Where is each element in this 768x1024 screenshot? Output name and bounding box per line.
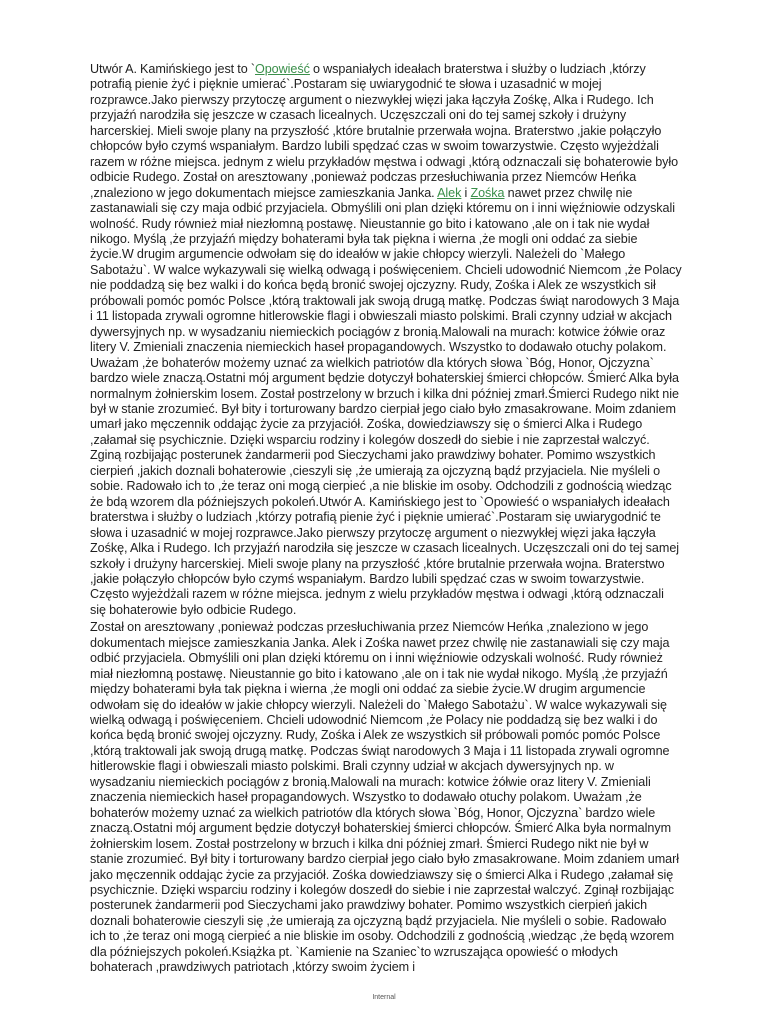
paragraph-2: Został on aresztowany ,ponieważ podczas przesłuchiwania przez Niemców Heńka ,znaleziono w jego dokumentach miejsce zamieszkania Janka. Alek i Zośka nawet przez chwilę nie zastanawiali się czy maja odbić przyjaciela. Obmyślili oni plan dzięki któremu on i inni więźniowie odzyskali wolność. Rudy również miał niezłomną postawę. Nieustannie go bito i katowano ,ale on i tak nie wydał nikogo. Myślą ,że przyjaźń między bohaterami była tak piękna i wierna ,że mogli oni oddać za siebie życie.W drugim argumencie odwołam się do ideałów w jakie chłopcy wierzyli. Należeli do `Małego Sabotażu`. W walce wykazywali się wielką odwagą i poświęceniem. Chcieli udowodnić Niemcom ,że Polacy nie poddadzą się bez walki i do końca będą bronić swojej ojczyzny. Rudy, Zośka i Alek ze wszystkich sił próbowali pomóc pomóc Polsce ,którą traktowali jak swoją drugą matkę. Podczas świąt narodowych 3 Maja i 11 listopada zrywali ogromne hitlerowskie flagi i obwieszali miasto polskimi. Brali czynny udział w akcjach dywersyjnych np. w wysadzaniu niemieckich pociągów z bronią.Malowali na murach: kotwice żółwie oraz litery V. Zmieniali znaczenia niemieckich haseł propagandowych. Wszystko to dodawało otuchy polakom. Uważam ,że bohaterów możemy uznać za wielkich patriotów dla których słowa `Bóg, Honor, Ojczyzna` bardzo wiele znaczą.Ostatni mój argument będzie dotyczył bohaterskiej śmierci chłopców. Śmierć Alka była normalnym żołnierskim losem. Został postrzelony w brzuch i kilka dni później zmarł. Śmierci Rudego nikt nie był w stanie zrozumieć. Był bity i torturowany bardzo cierpiał jego ciało było zmasakrowane. Moim zdaniem umarł jako męczennik oddając życie za przyjaciół. Zośka dowiedziawszy się o śmierci Alka i Rudego ,załamał się psychicznie. Dzięki wsparciu rodziny i kolegów doszedł do siebie i nie zaprzestał walczyć. Zginął rozbijając posterunek żandarmerii pod Sieczychami jako prawdziwy bohater. Pomimo wszystkich cierpień jakich doznali bohaterowie cieszyli się ,że umierają za ojczyzną bądź przyjaciela. Nie myśleli o sobie. Radowało ich to ,że teraz oni mogą cierpieć a nie bliskie im osoby. Odchodzili z godnością ,wiedząc ,że będą wzorem dla późniejszych pokoleń.Książka pt. `Kamienie na Szaniec`to wzruszająca opowieść o młodych bohaterach ,prawdziwych patriotach ,którzy swoim życiem i [90,620,680,975]
paragraph-1-text-c: i [461,185,471,200]
paragraph-1-text-b: o wspaniałych ideałach braterstwa i służby o ludziach ,którzy potrafią pienie żyć i pięknie umierać`.Postaram się uwiarygodnić te słowa i uzasadnić w mojej rozprawce.Jako pierwszy przytoczę argument o niezwykłej więzi jaka łączyła Zośkę, Alka i Rudego. Ich przyjaźń narodziła się jeszcze w czasach licealnych. Uczęszczali oni do tej samej szkoły i drużyny harcerskiej. Mieli swoje plany na przyszłość ,które brutalnie przerwała wojna. Braterstwo ,jakie połączyło chłopców było czymś wspaniałym. Bardzo lubili spędzać czas w swoim towarzystwie. Często wyjeżdżali razem w różne miejsca. jednym z wielu przykładów męstwa i odwagi ,którą odznaczali się bohaterowie było odbicie Rudego. Został on aresztowany ,ponieważ podczas przesłuchiwania przez Niemców Heńka ,znaleziono w jego dokumentach miejsce zamieszkania Janka. [90,62,679,200]
paragraph-1-text-a: Utwór A. Kamińskiego jest to ` [90,62,255,76]
link-zoska[interactable]: Zośka [470,185,505,200]
paragraph-1-text-d: nawet przez chwilę nie zastanawiali się czy maja odbić przyjaciela. Obmyślili oni plan dzięki któremu on i inni więźniowie odzyskali wolność. Rudy również miał niezłomną postawę. Nieustannie go bito i katowano ,ale on i tak nie wydał nikogo. Myślą ,że przyjaźń między bohaterami była tak piękna i wierna ,że mogli oni oddać za siebie życie.W drugim argumencie odwołam się do ideałów w jakie chłopcy wierzyli. Należeli do `Małego Sabotażu`. W walce wykazywali się wielką odwagą i poświęceniem. Chcieli udowodnić Niemcom ,że Polacy nie poddadzą się bez walki i do końca będą bronić swojej ojczyzny. Rudy, Zośka i Alek ze wszystkich sił próbowali pomóc pomóc Polsce ,którą traktowali jak swoją drugą matkę. Podczas świąt narodowych 3 Maja i 11 listopada zrywali ogromne hitlerowskie flagi i obwieszali miasto polskimi. Brali czynny udział w akcjach dywersyjnych np. w wysadzaniu niemieckich pociągów z bronią.Malowali na murach: kotwice żółwie oraz litery V. Zmieniali znaczenia niemieckich haseł propagandowych. Wszystko to dodawało otuchy polakom. Uważam ,że bohaterów możemy uznać za wielkich patriotów dla których słowa `Bóg, Honor, Ojczyzna` bardzo wiele znaczą.Ostatni mój argument będzie dotyczył bohaterskiej śmierci chłopców. Śmierć Alka była normalnym żołnierskim losem. Został postrzelony w brzuch i kilka dni później zmarł.Śmierci Rudego nikt nie był w stanie zrozumieć. Był bity i torturowany bardzo cierpiał jego ciało było zmasakrowane. Moim zdaniem umarł jako męczennik oddając życie za przyjaciół. Zośka, dowiedziawszy się o śmierci Alka i Rudego ,załamał się psychicznie. Dzięki wsparciu rodziny i kolegów doszedł do siebie i nie zaprzestał walczyć. Zginą rozbijając posterunek żandarmerii pod Sieczychami jako prawdziwy bohater. Pomimo wszystkich cierpień ,jakich doznali bohaterowie ,cieszyli się ,że umierają za ojczyzną bądź przyjaciela. Nie myśleli o sobie. Radowało ich to ,że teraz oni mogą cierpieć ,a nie bliskie im osoby. Odchodzili z godnością wiedząc że bdą wzorem dla późniejszych pokoleń.Utwór A. Kamińskiego jest to `Opowieść o wspaniałych ideałach braterstwa i służby o ludziach ,którzy potrafią pienie żyć i pięknie umierać`.Postaram się uwiarygodnić te słowa i uzasadnić w mojej rozprawce.Jako pierwszy przytoczę argument o niezwykłej więzi jaka łączyła Zośkę, Alka i Rudego. Ich przyjaźń narodziła się jeszcze w czasach licealnych. Uczęszczali oni do tej samej szkoły i drużyny harcerskiej. Mieli swoje plany na przyszłość ,które brutalnie przerwała wojna. Braterstwo ,jakie połączyło chłopców było czymś wspaniałym. Bardzo lubili spędzać czas w swoim towarzystwie. Często wyjeżdżali razem w różne miejsca. jednym z wielu przykładów męstwa i odwagi ,którą odznaczali się bohaterowie było odbicie Rudego. [90,185,682,617]
document-body [90,62,682,976]
footer-label: Internal [372,994,396,1001]
link-opowiesc[interactable]: Opowieść [254,62,310,76]
paragraph-1 [90,62,682,618]
link-alek[interactable]: Alek [437,185,462,200]
